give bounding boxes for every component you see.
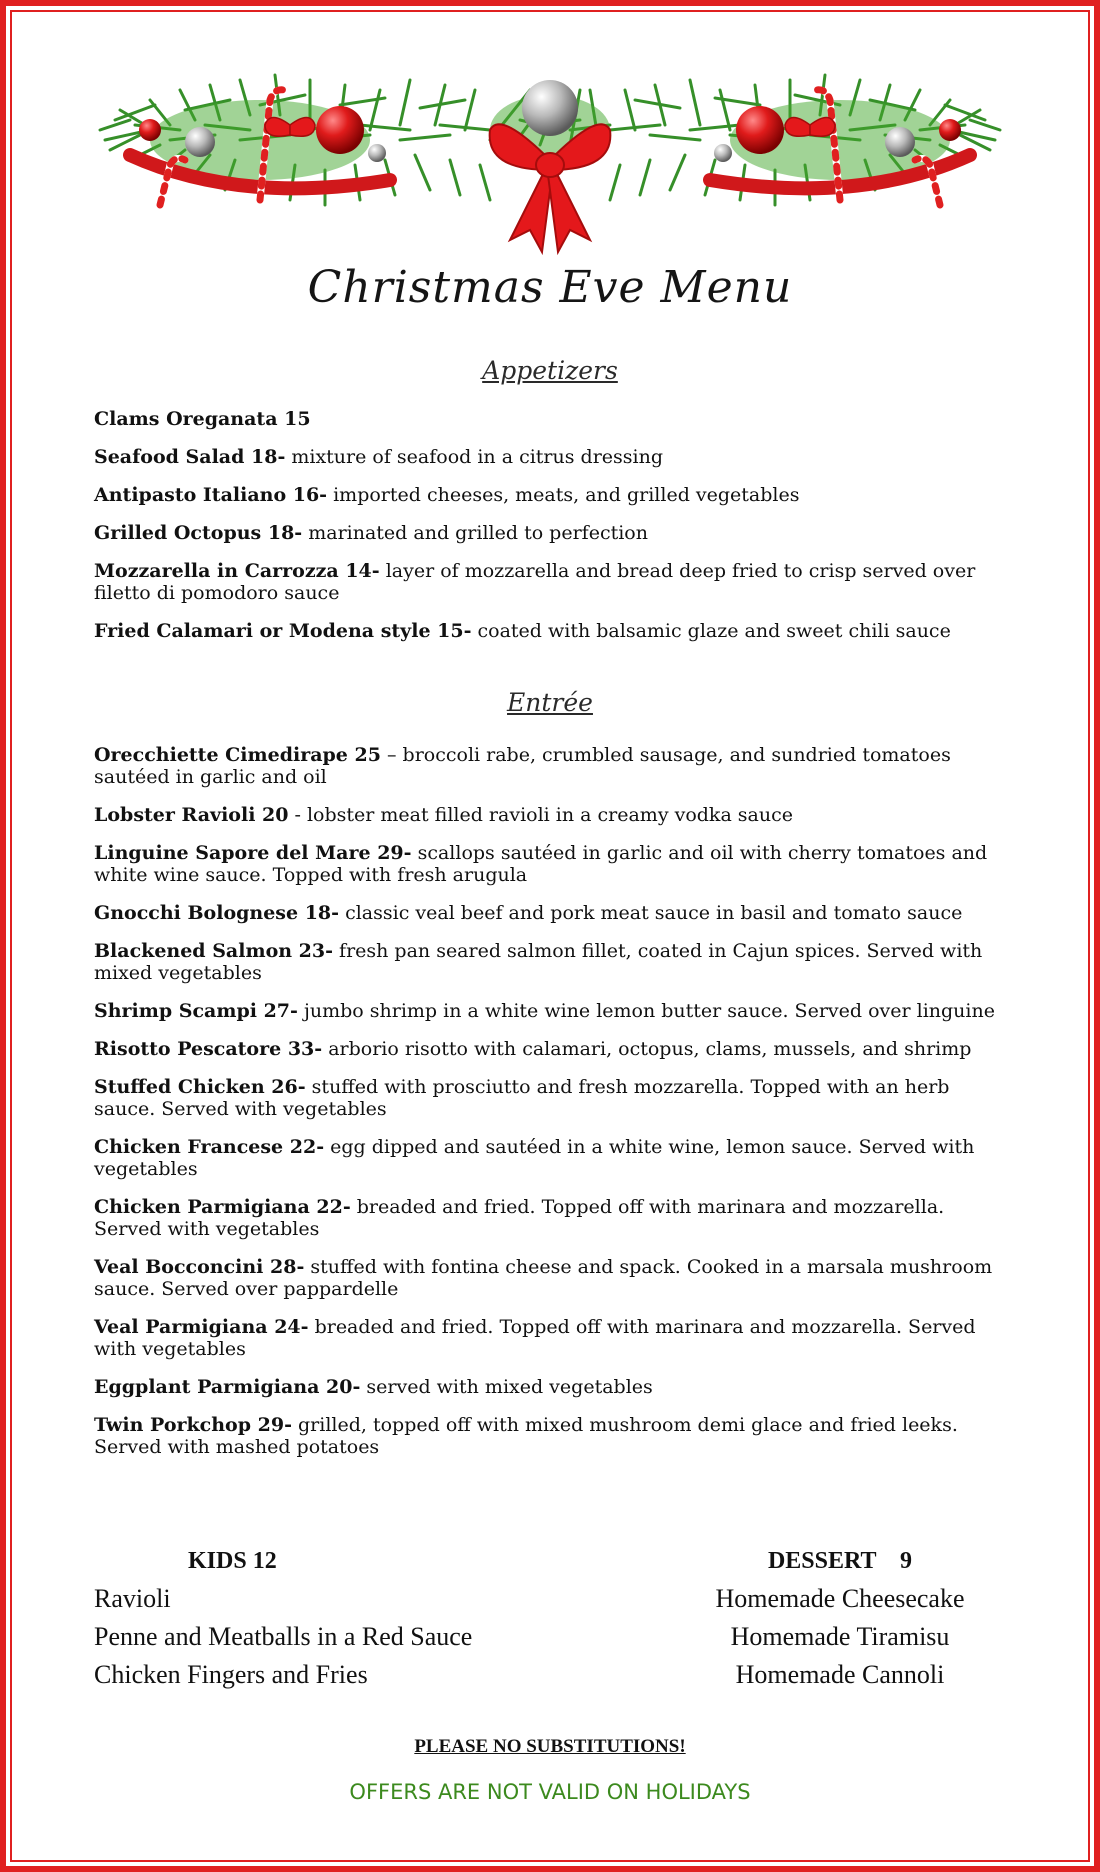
kids-item: Penne and Meatballs in a Red Sauce: [94, 1622, 473, 1651]
dessert-heading: DESSERT 9: [767, 1548, 913, 1574]
list-item: Blackened Salmon 23- fresh pan seared salmon fillet, coated in Cajun spices. Served with mixed vegetables: [94, 940, 983, 984]
kids-menu: [94, 1546, 574, 1694]
list-item: Chicken Francese 22- egg dipped and sautéed in a white wine, lemon sauce. Served with vegetables: [94, 1136, 975, 1180]
kids-item: Chicken Fingers and Fries: [94, 1660, 368, 1689]
list-item: Lobster Ravioli 20 - lobster meat filled ravioli in a creamy vodka sauce: [94, 804, 794, 826]
appetizers-heading: Appetizers: [482, 356, 618, 385]
list-item: Fried Calamari or Modena style 15- coated with balsamic glaze and sweet chili sauce: [94, 620, 951, 642]
list-item: Antipasto Italiano 16- imported cheeses, meats, and grilled vegetables: [94, 484, 800, 506]
dessert-item: Homemade Cheesecake: [715, 1584, 965, 1613]
list-item: Clams Oreganata 15: [94, 408, 311, 430]
list-item: Seafood Salad 18- mixture of seafood in a citrus dressing: [94, 446, 664, 468]
list-item: Shrimp Scampi 27- jumbo shrimp in a white wine lemon butter sauce. Served over linguine: [94, 1000, 995, 1022]
list-item: Orecchiette Cimedirape 25 – broccoli rabe, crumbled sausage, and sundried tomatoes sautéed in garlic and oil: [94, 744, 951, 788]
list-item: Veal Bocconcini 28- stuffed with fontina cheese and spack. Cooked in a marsala mushroom sauce. Served over pappardelle: [94, 1256, 993, 1300]
christmas-garland-illustration: [90, 30, 1010, 280]
entree-list: [94, 744, 1004, 1474]
kids-item: Ravioli: [94, 1584, 171, 1613]
no-substitutions-notice: PLEASE NO SUBSTITUTIONS!: [414, 1736, 686, 1757]
dessert-menu: [690, 1546, 990, 1694]
list-item: Gnocchi Bolognese 18- classic veal beef and pork meat sauce in basil and tomato sauce: [94, 902, 963, 924]
entree-heading: Entrée: [507, 688, 593, 717]
dessert-item: Homemade Cannoli: [735, 1660, 945, 1689]
dessert-item: Homemade Tiramisu: [730, 1622, 950, 1651]
list-item: Eggplant Parmigiana 20- served with mixed vegetables: [94, 1376, 653, 1398]
list-item: Twin Porkchop 29- grilled, topped off with mixed mushroom demi glace and fried leeks. Served with mashed potatoes: [94, 1414, 958, 1458]
list-item: Veal Parmigiana 24- breaded and fried. Topped off with marinara and mozzarella. Served with vegetables: [94, 1316, 976, 1360]
list-item: Chicken Parmigiana 22- breaded and fried. Topped off with marinara and mozzarella. Served with vegetables: [94, 1196, 945, 1240]
page-title: Christmas Eve Menu: [307, 262, 793, 313]
offers-notice: OFFERS ARE NOT VALID ON HOLIDAYS: [349, 1780, 751, 1804]
list-item: Linguine Sapore del Mare 29- scallops sautéed in garlic and oil with cherry tomatoes and white wine sauce. Topped with fresh arugula: [94, 842, 988, 886]
list-item: Stuffed Chicken 26- stuffed with prosciutto and fresh mozzarella. Topped with an herb sauce. Served with vegetables: [94, 1076, 950, 1120]
appetizers-list: [94, 408, 1004, 658]
list-item: Grilled Octopus 18- marinated and grilled to perfection: [94, 522, 648, 544]
kids-heading: KIDS 12: [188, 1548, 277, 1574]
list-item: Risotto Pescatore 33- arborio risotto with calamari, octopus, clams, mussels, and shrimp: [94, 1038, 972, 1060]
list-item: Mozzarella in Carrozza 14- layer of mozzarella and bread deep fried to crisp served over filetto di pomodoro sauce: [94, 560, 976, 604]
